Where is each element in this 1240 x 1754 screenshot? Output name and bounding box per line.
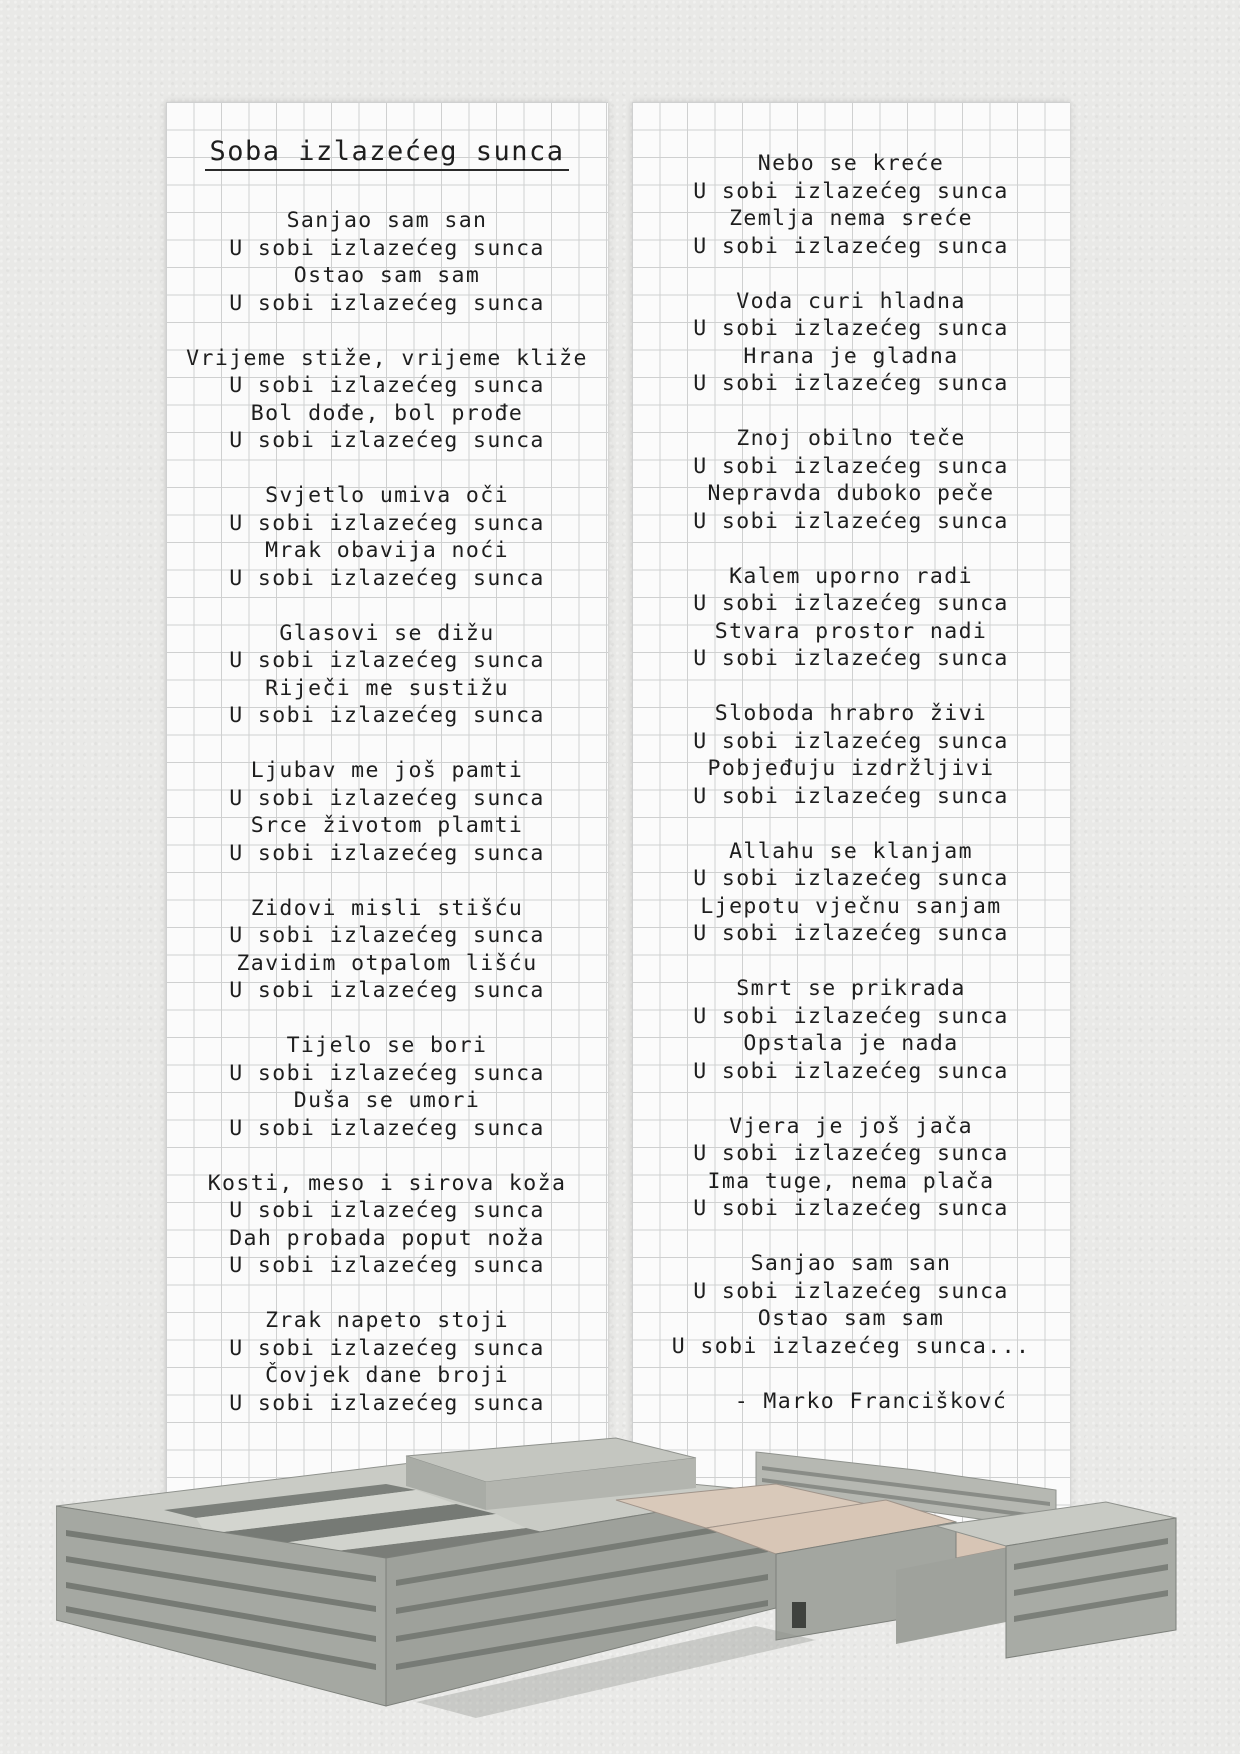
poem-line: Sloboda hrabro živi (714, 701, 988, 726)
poem-line: U sobi izlazećeg sunca (229, 1335, 545, 1361)
poem-line: Zrak napeto stoji (265, 1308, 509, 1333)
poem-line: Duša se umori (293, 1088, 481, 1113)
poem-line: Vrijeme stiže, vrijeme kliže (186, 345, 588, 371)
poem-title: Soba izlazećeg sunca (205, 136, 568, 171)
poem-line: U sobi izlazećeg sunca (229, 703, 545, 728)
poem-line: Čovjek dane broji (265, 1363, 509, 1388)
poem-line: Mrak obavija noći (265, 538, 509, 563)
poem-line: Dah probada poput noža (229, 1225, 545, 1251)
poem-line: Pobjeđuju izdržljivi (707, 756, 995, 781)
poem-line: U sobi izlazećeg sunca (693, 866, 1009, 891)
right-stanza (632, 700, 1070, 810)
poem-line: U sobi izlazećeg sunca (229, 785, 545, 811)
poem-line: Riječi me sustižu (265, 675, 509, 701)
left-stanza (166, 620, 608, 730)
poem-line: U sobi izlazećeg sunca (229, 648, 545, 673)
poem-line: U sobi izlazećeg sunca (229, 923, 545, 948)
poem-author: - Marko Franciškovć (734, 1388, 1008, 1414)
poem-line: U sobi izlazećeg sunca (693, 316, 1009, 341)
poem-line: U sobi izlazećeg sunca (229, 1198, 545, 1223)
poem-line: Znoj obilno teče (736, 426, 966, 451)
poem-line: U sobi izlazećeg sunca (693, 783, 1009, 809)
poem-line: U sobi izlazećeg sunca (693, 1141, 1009, 1166)
poem-line: Ljepotu vječnu sanjam (700, 893, 1002, 919)
right-stanza (632, 975, 1070, 1085)
right-stanza (632, 563, 1070, 673)
left-stanza-list (166, 207, 608, 1417)
poem-line: U sobi izlazećeg sunca (693, 453, 1009, 479)
left-stanza (166, 482, 608, 592)
left-stanza (166, 895, 608, 1005)
poem-line: U sobi izlazećeg sunca (693, 178, 1009, 204)
poem-line: Kosti, meso i sirova koža (207, 1170, 567, 1196)
poem-line: Hrana je gladna (743, 343, 959, 369)
poem-line: Bol dođe, bol prođe (250, 400, 524, 426)
poem-line: Ostao sam sam (757, 1306, 945, 1331)
poem-line: U sobi izlazećeg sunca... (671, 1333, 1031, 1359)
poem-line: U sobi izlazećeg sunca (693, 233, 1009, 259)
poem-line: U sobi izlazećeg sunca (229, 373, 545, 398)
right-stanza-list (632, 150, 1070, 1360)
left-stanza (166, 345, 608, 455)
poem-line: Ostao sam sam (293, 263, 481, 288)
poem-line: Zavidim otpalom lišću (236, 950, 538, 976)
poem-line: Sanjao sam san (750, 1251, 952, 1276)
poem-line: Svjetlo umiva oči (265, 483, 509, 508)
left-stanza (166, 207, 608, 317)
poem-line: Kalem uporno radi (729, 563, 973, 589)
left-stanza (166, 1032, 608, 1142)
left-stanza (166, 1170, 608, 1280)
poem-column-right (632, 150, 1070, 1415)
poem-line: Opstala je nada (743, 1031, 959, 1056)
poem-line: U sobi izlazećeg sunca (229, 235, 545, 261)
poem-line: U sobi izlazećeg sunca (693, 1278, 1009, 1304)
poem-line: Nepravda duboko peče (707, 481, 995, 506)
poem-line: U sobi izlazećeg sunca (229, 1253, 545, 1278)
poem-line: Glasovi se dižu (279, 620, 495, 646)
poem-line: U sobi izlazećeg sunca (693, 921, 1009, 946)
poem-line: Smrt se prikrada (736, 976, 966, 1001)
poem-line: U sobi izlazećeg sunca (693, 371, 1009, 396)
poem-line: Srce životom plamti (250, 813, 524, 838)
poem-line: Allahu se klanjam (729, 838, 973, 864)
right-stanza (632, 150, 1070, 260)
poem-line: U sobi izlazećeg sunca (229, 510, 545, 536)
poem-line: U sobi izlazećeg sunca (693, 1058, 1009, 1084)
left-stanza (166, 1307, 608, 1417)
poem-column-left (166, 136, 608, 1445)
poem-line: U sobi izlazećeg sunca (229, 1060, 545, 1086)
poem-line: Ima tuge, nema plača (707, 1168, 995, 1194)
poem-line: U sobi izlazećeg sunca (693, 508, 1009, 534)
poem-line: Zidovi misli stišću (250, 895, 524, 921)
poem-line: U sobi izlazećeg sunca (693, 591, 1009, 616)
poem-line: U sobi izlazećeg sunca (693, 728, 1009, 754)
poem-line: Ljubav me još pamti (250, 758, 524, 783)
poem-line: Zemlja nema sreće (729, 206, 973, 231)
poem-line: Voda curi hladna (736, 288, 966, 314)
poem-line: U sobi izlazećeg sunca (229, 428, 545, 453)
right-stanza (632, 838, 1070, 948)
poem-line: U sobi izlazećeg sunca (229, 1390, 545, 1416)
right-stanza (632, 1250, 1070, 1360)
right-stanza (632, 425, 1070, 535)
poem-line: Nebo se kreće (757, 151, 945, 176)
poem-line: U sobi izlazećeg sunca (229, 565, 545, 591)
right-stanza (632, 1113, 1070, 1223)
poem-line: Stvara prostor nadi (714, 618, 988, 644)
poem-line: U sobi izlazećeg sunca (693, 1196, 1009, 1221)
poem-line: Tijelo se bori (286, 1033, 488, 1058)
right-stanza (632, 288, 1070, 398)
left-stanza (166, 757, 608, 867)
poem-line: U sobi izlazećeg sunca (693, 1003, 1009, 1029)
poem-line: U sobi izlazećeg sunca (229, 978, 545, 1003)
poem-line: U sobi izlazećeg sunca (229, 1115, 545, 1141)
poem-line: Vjera je još jača (729, 1113, 973, 1139)
poem-line: U sobi izlazećeg sunca (229, 840, 545, 866)
poem-line: U sobi izlazećeg sunca (229, 290, 545, 316)
poem-line: U sobi izlazećeg sunca (693, 646, 1009, 671)
prison-building-icon (56, 1430, 1186, 1720)
poem-line: Sanjao sam san (286, 208, 488, 233)
